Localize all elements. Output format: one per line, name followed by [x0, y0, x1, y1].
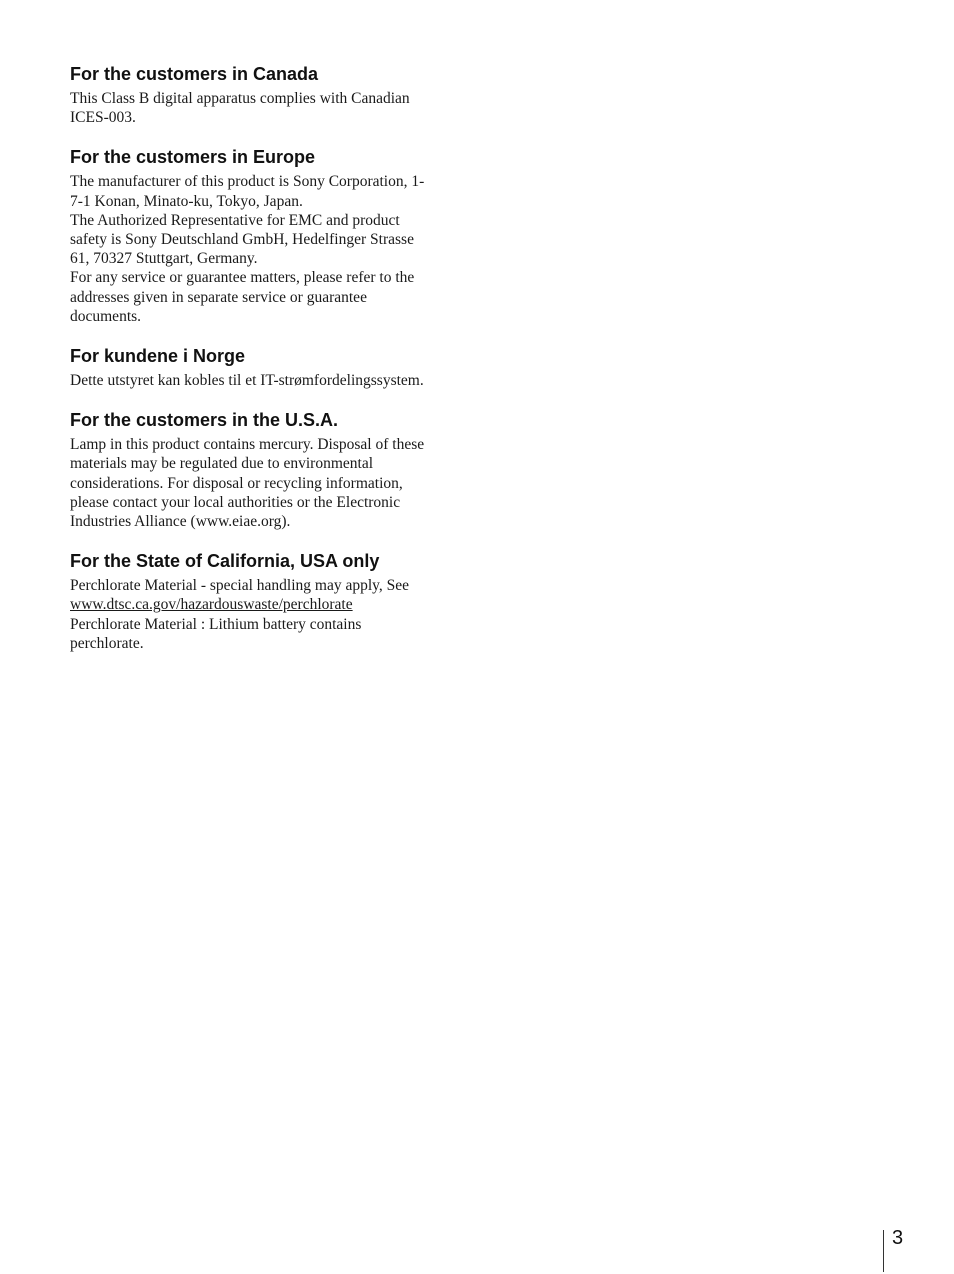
section-norway — [70, 344, 462, 390]
text-line: Perchlorate Material : Lithium battery contains — [70, 615, 362, 633]
text-line: materials may be regulated due to environmental — [70, 455, 373, 473]
text-line: The manufacturer of this product is Sony Corporation, 1- — [70, 173, 425, 191]
page-number: 3 — [892, 1227, 904, 1249]
text-line: safety is Sony Deutschland GmbH, Hedelfinger Strasse — [70, 231, 414, 249]
section-usa — [70, 408, 462, 531]
section-body — [70, 576, 462, 653]
text-line: Perchlorate Material - special handling may apply, See — [70, 577, 410, 595]
text-line: The Authorized Representative for EMC and product — [70, 211, 400, 229]
text-line: This Class B digital apparatus complies with Canadian — [70, 90, 410, 107]
text-line: perchlorate. — [70, 634, 144, 652]
text-line: addresses given in separate service or guarantee — [70, 288, 367, 306]
section-canada — [70, 62, 462, 127]
section-body — [70, 89, 462, 127]
text-line: Industries Alliance (www.eiae.org). — [70, 513, 291, 531]
text-line: ICES-003. — [70, 109, 136, 127]
section-heading: For kundene i Norge — [70, 346, 246, 367]
section-body — [70, 435, 462, 531]
page-number-divider — [883, 1230, 884, 1272]
text-line: Dette utstyret kan kobles til et IT-strømfordelingssystem. — [70, 372, 424, 390]
section-europe — [70, 145, 462, 326]
section-heading: For the customers in Canada — [70, 64, 319, 84]
section-heading: For the customers in the U.S.A. — [70, 410, 339, 431]
text-line: Lamp in this product contains mercury. Disposal of these — [70, 436, 425, 454]
section-body — [70, 371, 462, 390]
text-line: considerations. For disposal or recycling information, — [70, 474, 403, 492]
text-line: 61, 70327 Stuttgart, Germany. — [70, 250, 258, 268]
text-line: 7-1 Konan, Minato-ku, Tokyo, Japan. — [70, 192, 303, 210]
section-heading: For the State of California, USA only — [70, 551, 380, 572]
section-heading: For the customers in Europe — [70, 147, 316, 168]
text-line: documents. — [70, 307, 142, 325]
text-line: For any service or guarantee matters, please refer to the — [70, 269, 415, 287]
text-line: please contact your local authorities or the Electronic — [70, 493, 401, 511]
section-body — [70, 172, 462, 326]
perchlorate-link[interactable]: www.dtsc.ca.gov/hazardouswaste/perchlorate — [70, 596, 353, 614]
section-california — [70, 549, 462, 653]
page-content — [70, 62, 462, 671]
